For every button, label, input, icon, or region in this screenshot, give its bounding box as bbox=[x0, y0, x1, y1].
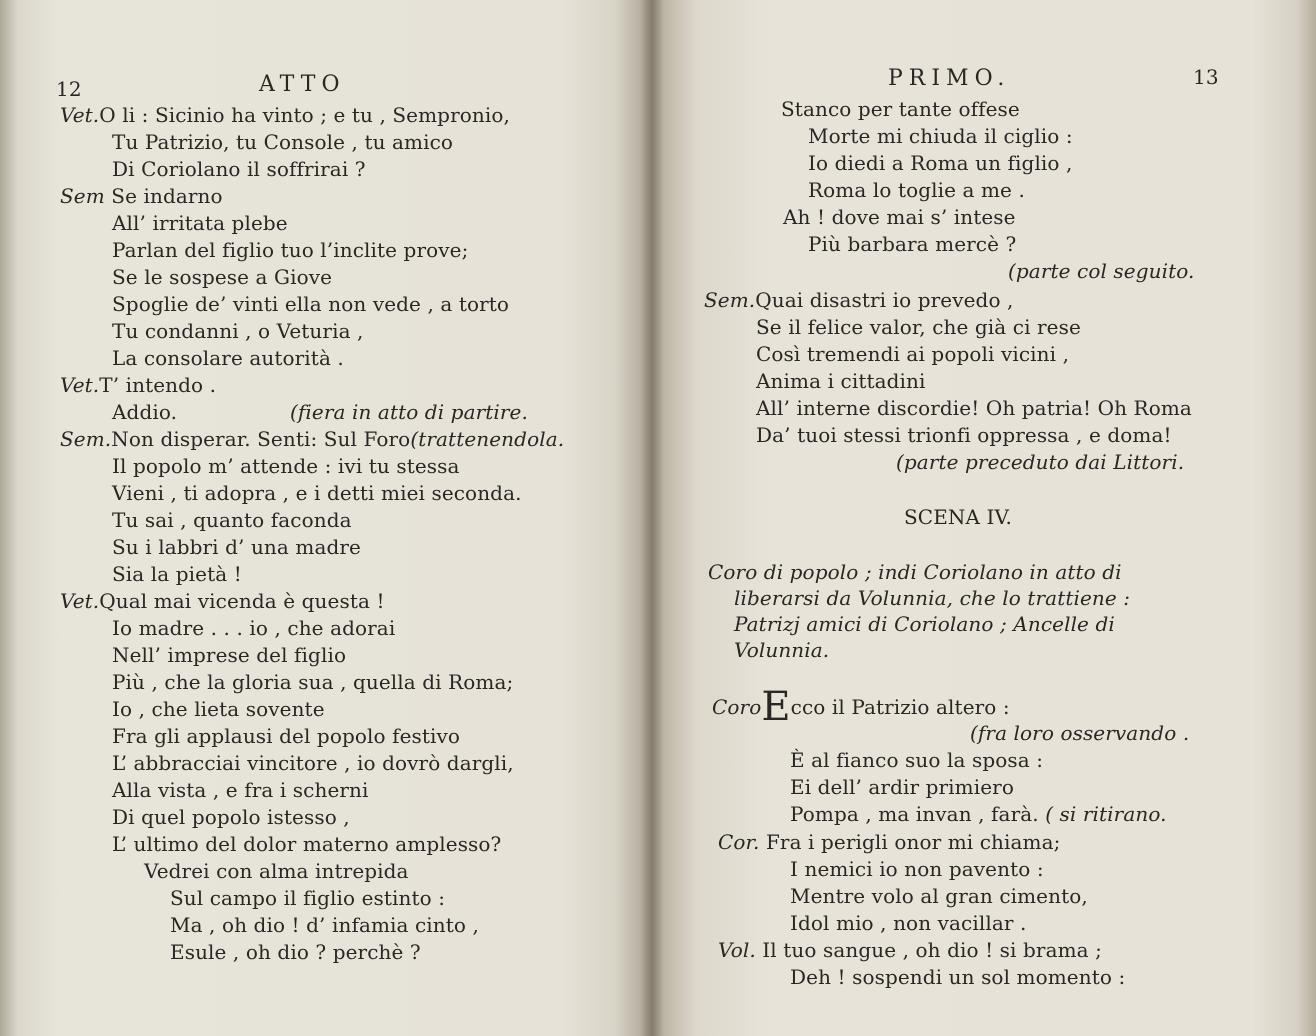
verse-line: Ei dell’ ardir primiero bbox=[790, 775, 1014, 799]
verse-line: Vieni , ti adopra , e i detti miei seconda. bbox=[112, 481, 522, 505]
verse-line: Anima i cittadini bbox=[756, 369, 926, 393]
page-number: 12 bbox=[56, 77, 82, 101]
verse-line: Parlan del figlio tuo l’inclite prove; bbox=[112, 238, 469, 262]
verse-line bbox=[60, 426, 564, 452]
verse-line: All’ interne discordie! Oh patria! Oh Roma bbox=[756, 396, 1192, 420]
verse-line bbox=[712, 684, 1010, 730]
verse-line: Spoglie de’ vinti ella non vede , a torto bbox=[112, 292, 510, 316]
verse-line: Roma lo toglie a me . bbox=[808, 178, 1025, 202]
scene-heading: SCENA IV. bbox=[904, 505, 1013, 529]
stage-direction: (fra loro osservando . bbox=[970, 721, 1190, 745]
verse-line: Nell’ imprese del figlio bbox=[112, 643, 347, 667]
verse-line: Il popolo m’ attende : ivi tu stessa bbox=[112, 454, 460, 478]
verse-line: Io madre . . . io , che adorai bbox=[112, 616, 396, 640]
verse-line: Tu condanni , o Veturia , bbox=[112, 319, 364, 343]
right-page bbox=[652, 0, 1316, 1036]
verse-text: Qual mai vicenda è questa ! bbox=[99, 589, 385, 613]
verse-line: Io , che lieta sovente bbox=[112, 697, 325, 721]
verse-line: Sia la pietà ! bbox=[112, 562, 242, 586]
speaker-label: Vet. bbox=[60, 589, 100, 613]
verse-line: Tu sai , quanto faconda bbox=[112, 508, 352, 532]
verse-line bbox=[718, 937, 1102, 963]
verse-text: T’ intendo . bbox=[99, 373, 217, 397]
page-number: 13 bbox=[1193, 65, 1219, 89]
verse-line bbox=[704, 287, 1014, 313]
stage-direction: (trattenendola. bbox=[410, 427, 565, 451]
verse-text: Se indarno bbox=[111, 184, 223, 208]
verse-line: I nemici io non pavento : bbox=[790, 857, 1044, 881]
verse-line bbox=[60, 183, 223, 209]
stage-direction: (fiera in atto di partire. bbox=[290, 400, 528, 424]
verse-text: Il tuo sangue , oh dio ! si brama ; bbox=[762, 938, 1102, 962]
stage-direction: liberarsi da Volunnia, che lo trattiene : bbox=[734, 586, 1131, 610]
verse-line: Fra gli applausi del popolo festivo bbox=[112, 724, 461, 748]
stage-direction: (parte col seguito. bbox=[1008, 259, 1195, 283]
verse-line: Da’ tuoi stessi trionfi oppressa , e doma! bbox=[756, 423, 1172, 447]
verse-line: L’ abbracciai vincitore , io dovrò dargli, bbox=[112, 751, 514, 775]
left-page bbox=[0, 0, 652, 1036]
verse-line: Addio. bbox=[112, 400, 178, 424]
verse-text: Pompa , ma invan , farà. bbox=[790, 802, 1039, 826]
verse-text: O li : Sicinio ha vinto ; e tu , Sempronio, bbox=[99, 103, 510, 127]
verse-text: Fra i perigli onor mi chiama; bbox=[765, 830, 1061, 854]
verse-line: Ma , oh dio ! d’ infamia cinto , bbox=[170, 913, 479, 937]
verse-line bbox=[60, 372, 216, 398]
verse-text: Non disperar. Senti: Sul Foro bbox=[111, 427, 411, 451]
verse-line: Mentre volo al gran cimento, bbox=[790, 884, 1088, 908]
verse-line: All’ irritata plebe bbox=[112, 211, 288, 235]
speaker-label: Vet. bbox=[60, 103, 100, 127]
stage-direction: Volunnia. bbox=[734, 638, 830, 662]
verse-line: Di Coriolano il soffrirai ? bbox=[112, 157, 366, 181]
drop-cap: E bbox=[761, 684, 791, 730]
verse-line: Idol mio , non vacillar . bbox=[790, 911, 1027, 935]
speaker-label: Vet. bbox=[60, 373, 100, 397]
verse-line bbox=[60, 102, 510, 128]
verse-line: La consolare autorità . bbox=[112, 346, 344, 370]
verse-line: Tu Patrizio, tu Console , tu amico bbox=[112, 130, 454, 154]
verse-line: Vedrei con alma intrepida bbox=[144, 859, 409, 883]
verse-line: Se il felice valor, che già ci rese bbox=[756, 315, 1081, 339]
verse-line: Alla vista , e fra i scherni bbox=[112, 778, 369, 802]
verse-line: Morte mi chiuda il ciglio : bbox=[808, 124, 1073, 148]
verse-line: Così tremendi ai popoli vicini , bbox=[756, 342, 1070, 366]
verse-line bbox=[60, 588, 385, 614]
verse-line: Ah ! dove mai s’ intese bbox=[783, 205, 1016, 229]
verse-line: È al fianco suo la sposa : bbox=[790, 748, 1044, 772]
stage-direction: (parte preceduto dai Littori. bbox=[896, 450, 1185, 474]
verse-text: cco il Patrizio altero : bbox=[790, 695, 1010, 719]
speaker-label: Sem bbox=[60, 184, 105, 208]
verse-line: Stanco per tante offese bbox=[781, 97, 1020, 121]
running-head: ATTO bbox=[259, 72, 346, 97]
stage-direction: ( si ritirano. bbox=[1045, 802, 1167, 826]
stage-direction: Patrizj amici di Coriolano ; Ancelle di bbox=[734, 612, 1115, 636]
verse-line: Deh ! sospendi un sol momento : bbox=[790, 965, 1126, 989]
speaker-label: Vol. bbox=[718, 938, 756, 962]
verse-line: Di quel popolo istesso , bbox=[112, 805, 350, 829]
verse-line: Più barbara mercè ? bbox=[808, 232, 1017, 256]
verse-text: Quai disastri io prevedo , bbox=[755, 288, 1014, 312]
stage-direction: Coro di popolo ; indi Coriolano in atto di bbox=[708, 560, 1122, 584]
speaker-label: Sem. bbox=[704, 288, 756, 312]
verse-line: Esule , oh dio ? perchè ? bbox=[170, 940, 421, 964]
verse-line: Su i labbri d’ una madre bbox=[112, 535, 361, 559]
verse-line bbox=[718, 829, 1061, 855]
verse-line: Sul campo il figlio estinto : bbox=[170, 886, 446, 910]
verse-line bbox=[790, 801, 1167, 827]
running-head: PRIMO. bbox=[888, 66, 1011, 91]
speaker-label: Sem. bbox=[60, 427, 112, 451]
verse-line: Io diedi a Roma un figlio , bbox=[808, 151, 1073, 175]
verse-line: Se le sospese a Giove bbox=[112, 265, 333, 289]
speaker-label: Cor. bbox=[718, 830, 760, 854]
verse-line: Più , che la gloria sua , quella di Roma; bbox=[112, 670, 514, 694]
verse-line: L’ ultimo del dolor materno amplesso? bbox=[112, 832, 502, 856]
book-gutter bbox=[640, 0, 664, 1036]
speaker-label: Coro bbox=[712, 695, 762, 719]
